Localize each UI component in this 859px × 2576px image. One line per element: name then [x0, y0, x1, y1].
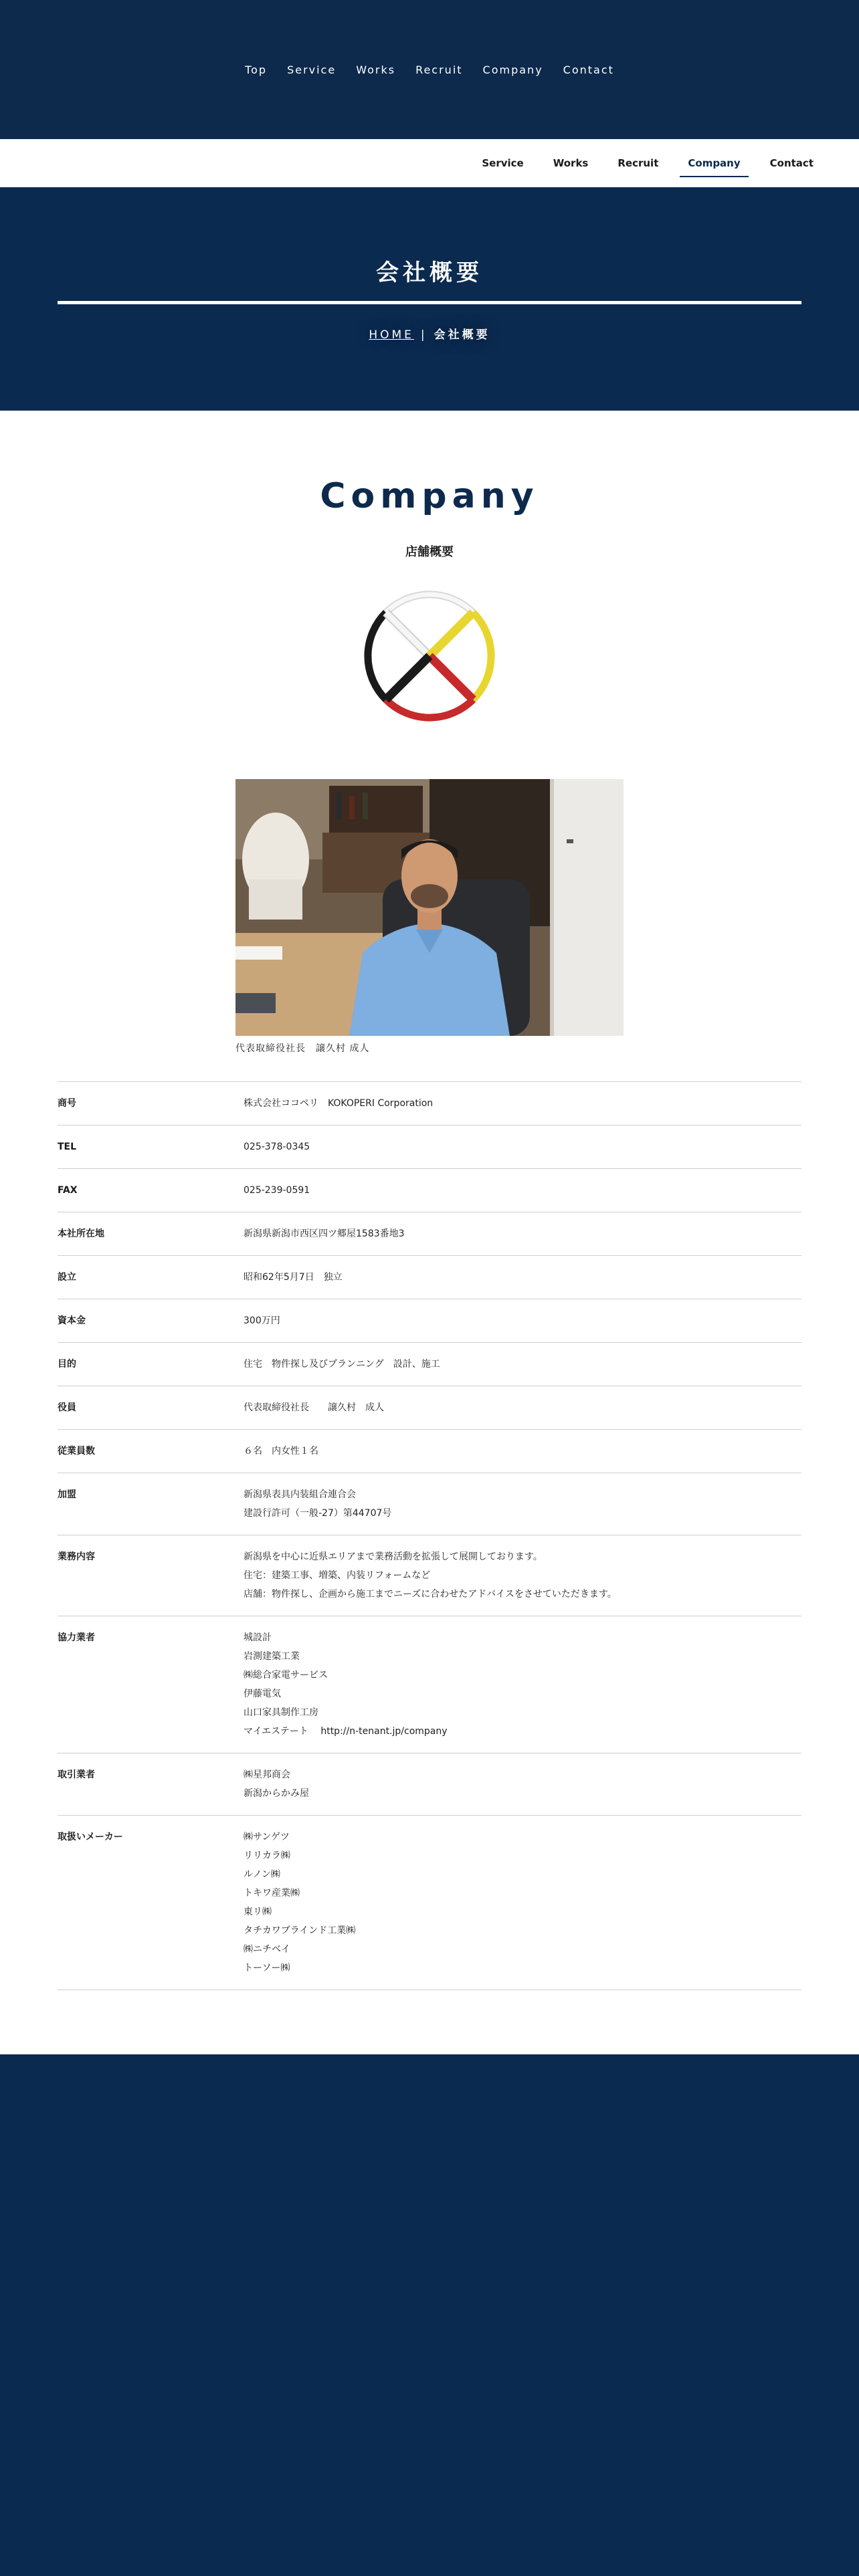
sub-nav-recruit[interactable]: Recruit [617, 157, 659, 169]
row-value-line: 伊藤電気 [244, 1689, 281, 1700]
row-value-line: 新潟県を中心に近県エリアまで業務活動を拡張して展開しております。 [244, 1551, 543, 1563]
sub-nav-company[interactable]: Company [684, 150, 744, 176]
row-value-line: 025-239-0591 [244, 1185, 310, 1196]
row-value-line: ㈱総合家電サービス [244, 1670, 328, 1681]
table-row [58, 1169, 801, 1212]
row-value-line: 新潟県表具内装組合連合会 [244, 1489, 356, 1501]
row-value-line: トキワ産業㈱ [244, 1888, 300, 1899]
top-nav [235, 64, 624, 76]
company-logo [0, 589, 859, 723]
table-row [58, 1616, 801, 1753]
table-row [58, 1082, 801, 1125]
sub-nav-service[interactable]: Service [482, 157, 524, 169]
row-label: 目的 [58, 1359, 76, 1370]
hero-divider [58, 301, 801, 304]
row-label: 役員 [58, 1402, 76, 1414]
row-label: 本社所在地 [58, 1228, 104, 1240]
row-value [244, 1628, 448, 1741]
table-row [58, 1212, 801, 1256]
photo-caption: 代表取締役社長 譲久村 成人 [235, 1043, 370, 1055]
row-value [244, 1094, 433, 1113]
row-value [244, 1765, 309, 1803]
row-value-line: 300万円 [244, 1315, 280, 1327]
table-row [58, 1343, 801, 1386]
row-label: 加盟 [58, 1489, 76, 1501]
hero-banner [0, 187, 859, 411]
row-value-line: 新潟からかみ屋 [244, 1788, 309, 1800]
row-value-line: トーソー㈱ [244, 1963, 290, 1974]
row-value-line: 東リ㈱ [244, 1907, 272, 1918]
row-value-line: ㈱ニチベイ [244, 1944, 290, 1955]
table-row [58, 1256, 801, 1299]
breadcrumb-separator: | [420, 328, 427, 342]
row-value-line: 岩測建築工業 [244, 1651, 300, 1662]
row-value-line: 山口家具制作工房 [244, 1707, 318, 1719]
top-nav-company[interactable]: Company [482, 63, 543, 76]
row-value [244, 1268, 343, 1287]
row-value-line: ㈱星邦商会 [244, 1769, 290, 1781]
row-value [244, 1828, 355, 1977]
page-title: 会社概要 [376, 259, 483, 286]
row-value-line: タチカワブラインド工業㈱ [244, 1925, 356, 1937]
top-nav-works[interactable]: Works [356, 63, 396, 76]
top-header [0, 0, 859, 139]
breadcrumb [0, 325, 859, 342]
row-value-line: マイエステート http://n-tenant.jp/company [244, 1726, 448, 1737]
row-label: 取引業者 [58, 1769, 95, 1781]
row-value [244, 1181, 310, 1200]
row-value-line: 025-378-0345 [244, 1142, 310, 1153]
row-value [244, 1355, 440, 1374]
representative-photo-block [235, 779, 624, 1055]
row-value [244, 1138, 310, 1156]
company-info-table [58, 1081, 801, 1990]
representative-photo [235, 779, 624, 1036]
row-value [244, 1485, 391, 1523]
row-value-line: 店舗：物件探し、企画から施工までニーズに合わせたアドバイスをさせていただきます。 [244, 1589, 617, 1600]
row-value [244, 1311, 280, 1330]
row-value-line: 株式会社ココペリ KOKOPERI Corporation [244, 1098, 434, 1109]
row-value-line: 代表取締役社長 譲久村 成人 [244, 1402, 384, 1414]
table-row [58, 1535, 801, 1616]
top-nav-top[interactable]: Top [245, 63, 268, 76]
row-value-line: 住宅：建築工事、増築、内装リフォームなど [244, 1570, 431, 1582]
row-value [244, 1398, 384, 1417]
sub-nav [0, 139, 859, 187]
row-value [244, 1442, 318, 1461]
table-row [58, 1753, 801, 1816]
breadcrumb-current: 会社概要 [434, 328, 490, 342]
row-label: 従業員数 [58, 1446, 95, 1457]
row-value-line: 昭和62年5月7日 独立 [244, 1272, 343, 1283]
row-label: 資本金 [58, 1315, 86, 1327]
row-value-line: 新潟県新潟市西区四ツ郷屋1583番地3 [244, 1228, 405, 1240]
top-nav-service[interactable]: Service [287, 63, 337, 76]
table-row [58, 1125, 801, 1169]
sub-nav-contact[interactable]: Contact [769, 157, 814, 169]
breadcrumb-home-link[interactable]: HOME [369, 328, 414, 342]
row-label: 設立 [58, 1272, 76, 1283]
row-value-line: 建設行許可（一般-27）第44707号 [244, 1508, 392, 1519]
table-row [58, 1816, 801, 1990]
table-row [58, 1299, 801, 1343]
top-nav-contact[interactable]: Contact [563, 63, 614, 76]
row-value [244, 1547, 617, 1604]
table-row [58, 1430, 801, 1473]
top-nav-recruit[interactable]: Recruit [415, 63, 463, 76]
site-footer [0, 2054, 859, 2576]
row-label: 業務内容 [58, 1551, 95, 1563]
row-value-line: ルノン㈱ [244, 1869, 280, 1881]
row-label: FAX [58, 1185, 78, 1196]
section-subtitle: 店舗概要 [405, 545, 454, 560]
row-label: 取扱いメーカー [58, 1832, 123, 1843]
row-value [244, 1224, 405, 1243]
row-value-line: リリカラ㈱ [244, 1850, 290, 1862]
row-label: 協力業者 [58, 1632, 95, 1644]
main-content [0, 476, 859, 2093]
row-value-line: ６名 内女性１名 [244, 1446, 318, 1457]
table-row [58, 1473, 801, 1535]
row-label: TEL [58, 1142, 77, 1153]
row-value-line: 住宅 物件探し及びプランニング 設計、施工 [244, 1359, 440, 1370]
row-value-line: 城設計 [244, 1632, 272, 1644]
row-label: 商号 [58, 1098, 76, 1109]
logo-emblem-icon [363, 589, 496, 723]
row-value-line: ㈱サンゲツ [244, 1832, 290, 1843]
section-title: Company [320, 476, 539, 516]
table-row [58, 1386, 801, 1430]
sub-nav-works[interactable]: Works [553, 157, 589, 169]
